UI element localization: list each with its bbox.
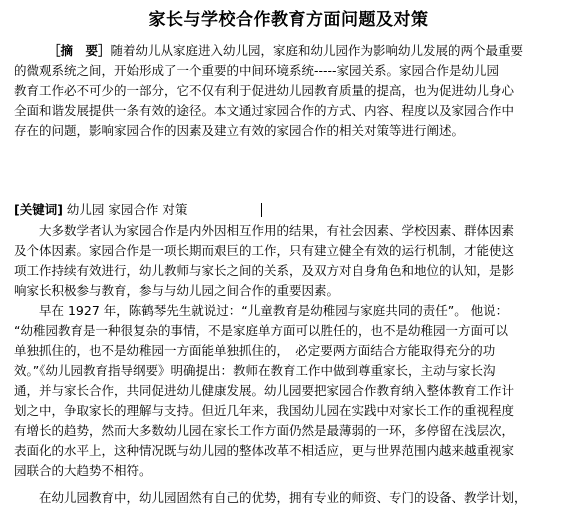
keywords-text: 幼儿园 家园合作 对策 bbox=[62, 202, 188, 217]
abstract-text-line-5: 存在的问题，影响家园合作的因素及建立有效的家园合作的相关对策等进行阐述。 bbox=[14, 123, 465, 138]
body-line: 单独抓住的，也不是幼稚园一方面能单独抓住的， 必定要两方面结合方能取得充分的功 bbox=[14, 343, 496, 358]
document-title: 家长与学校合作教育方面问题及对策 bbox=[148, 10, 429, 30]
keywords-label: [关键词] bbox=[14, 202, 63, 217]
body-line: 表面化的水平上，这种情况既与幼儿园的整体改革不相适应，更与世界范围内越来越重视家 bbox=[14, 443, 515, 458]
body-line: 及个体因素。家园合作是一项长期而艰巨的工作，只有建立健全有效的运行机制，才能使这 bbox=[14, 243, 515, 258]
abstract-text-line-1: 随着幼儿从家庭进入幼儿园，家庭和幼儿园作为影响幼儿发展的两个最重要 bbox=[110, 43, 524, 58]
body-line: 项工作持续有效进行，幼儿教师与家长之间的关系，及双方对自身角色和地位的认知，是影 bbox=[14, 263, 515, 278]
abstract-label: ［摘 要］ bbox=[48, 43, 111, 58]
body-line: “幼稚园教育是一种很复杂的事情，不是家庭单方面可以胜任的，也不是幼稚园一方面可以 bbox=[14, 323, 508, 338]
body-line: 划之中，争取家长的理解与支持。但近几年来，我国幼儿园在实践中对家长工作的重视程度 bbox=[14, 403, 515, 418]
keywords-line bbox=[14, 200, 187, 220]
body-line: 有增长的趋势，然而大多数幼儿园在家长工作方面仍然是最薄弱的一环，多停留在浅层次， bbox=[14, 423, 515, 438]
body-line: 大多数学者认为家园合作是内外因相互作用的结果，有社会因素、学校因素、群体因素 bbox=[14, 223, 515, 238]
abstract-text-line-3: 教育工作必不可少的一部分，它不仅有利于促进幼儿园教育质量的提高，也为促进幼儿身心 bbox=[14, 83, 515, 98]
abstract-text-line-2: 的微观系统之间，开始形成了一个重要的中间环境系统-----家园关系。家园合作是幼儿园 bbox=[14, 63, 500, 78]
body-line: 响家长积极参与教育，参与与幼儿园之间合作的重要因素。 bbox=[14, 283, 340, 298]
text-cursor bbox=[261, 203, 262, 217]
body-line: 园联合的大趋势不相符。 bbox=[14, 463, 152, 478]
abstract-text-line-4: 全面和谐发展提供一条有效的途径。本文通过家园合作的方式、内容、程度以及家园合作中 bbox=[14, 103, 515, 118]
body-line: 效。”《幼儿园教育指导纲要》明确提出：教师在教育工作中做到尊重家长，主动与家长沟 bbox=[14, 363, 496, 378]
body-line: 早在 1927 年，陈鹤琴先生就说过：“儿童教育是幼稚园与家庭共同的责任”。 他说： bbox=[14, 303, 509, 318]
body-line: 通，并与家长合作，共同促进幼儿健康发展。幼儿园要把家园合作教育纳入整体教育工作计 bbox=[14, 383, 515, 398]
abstract-first-line bbox=[48, 41, 523, 61]
body-line: 在幼儿园教育中，幼儿园固然有自己的优势，拥有专业的师资、专门的设备、教学计划， bbox=[14, 490, 527, 505]
